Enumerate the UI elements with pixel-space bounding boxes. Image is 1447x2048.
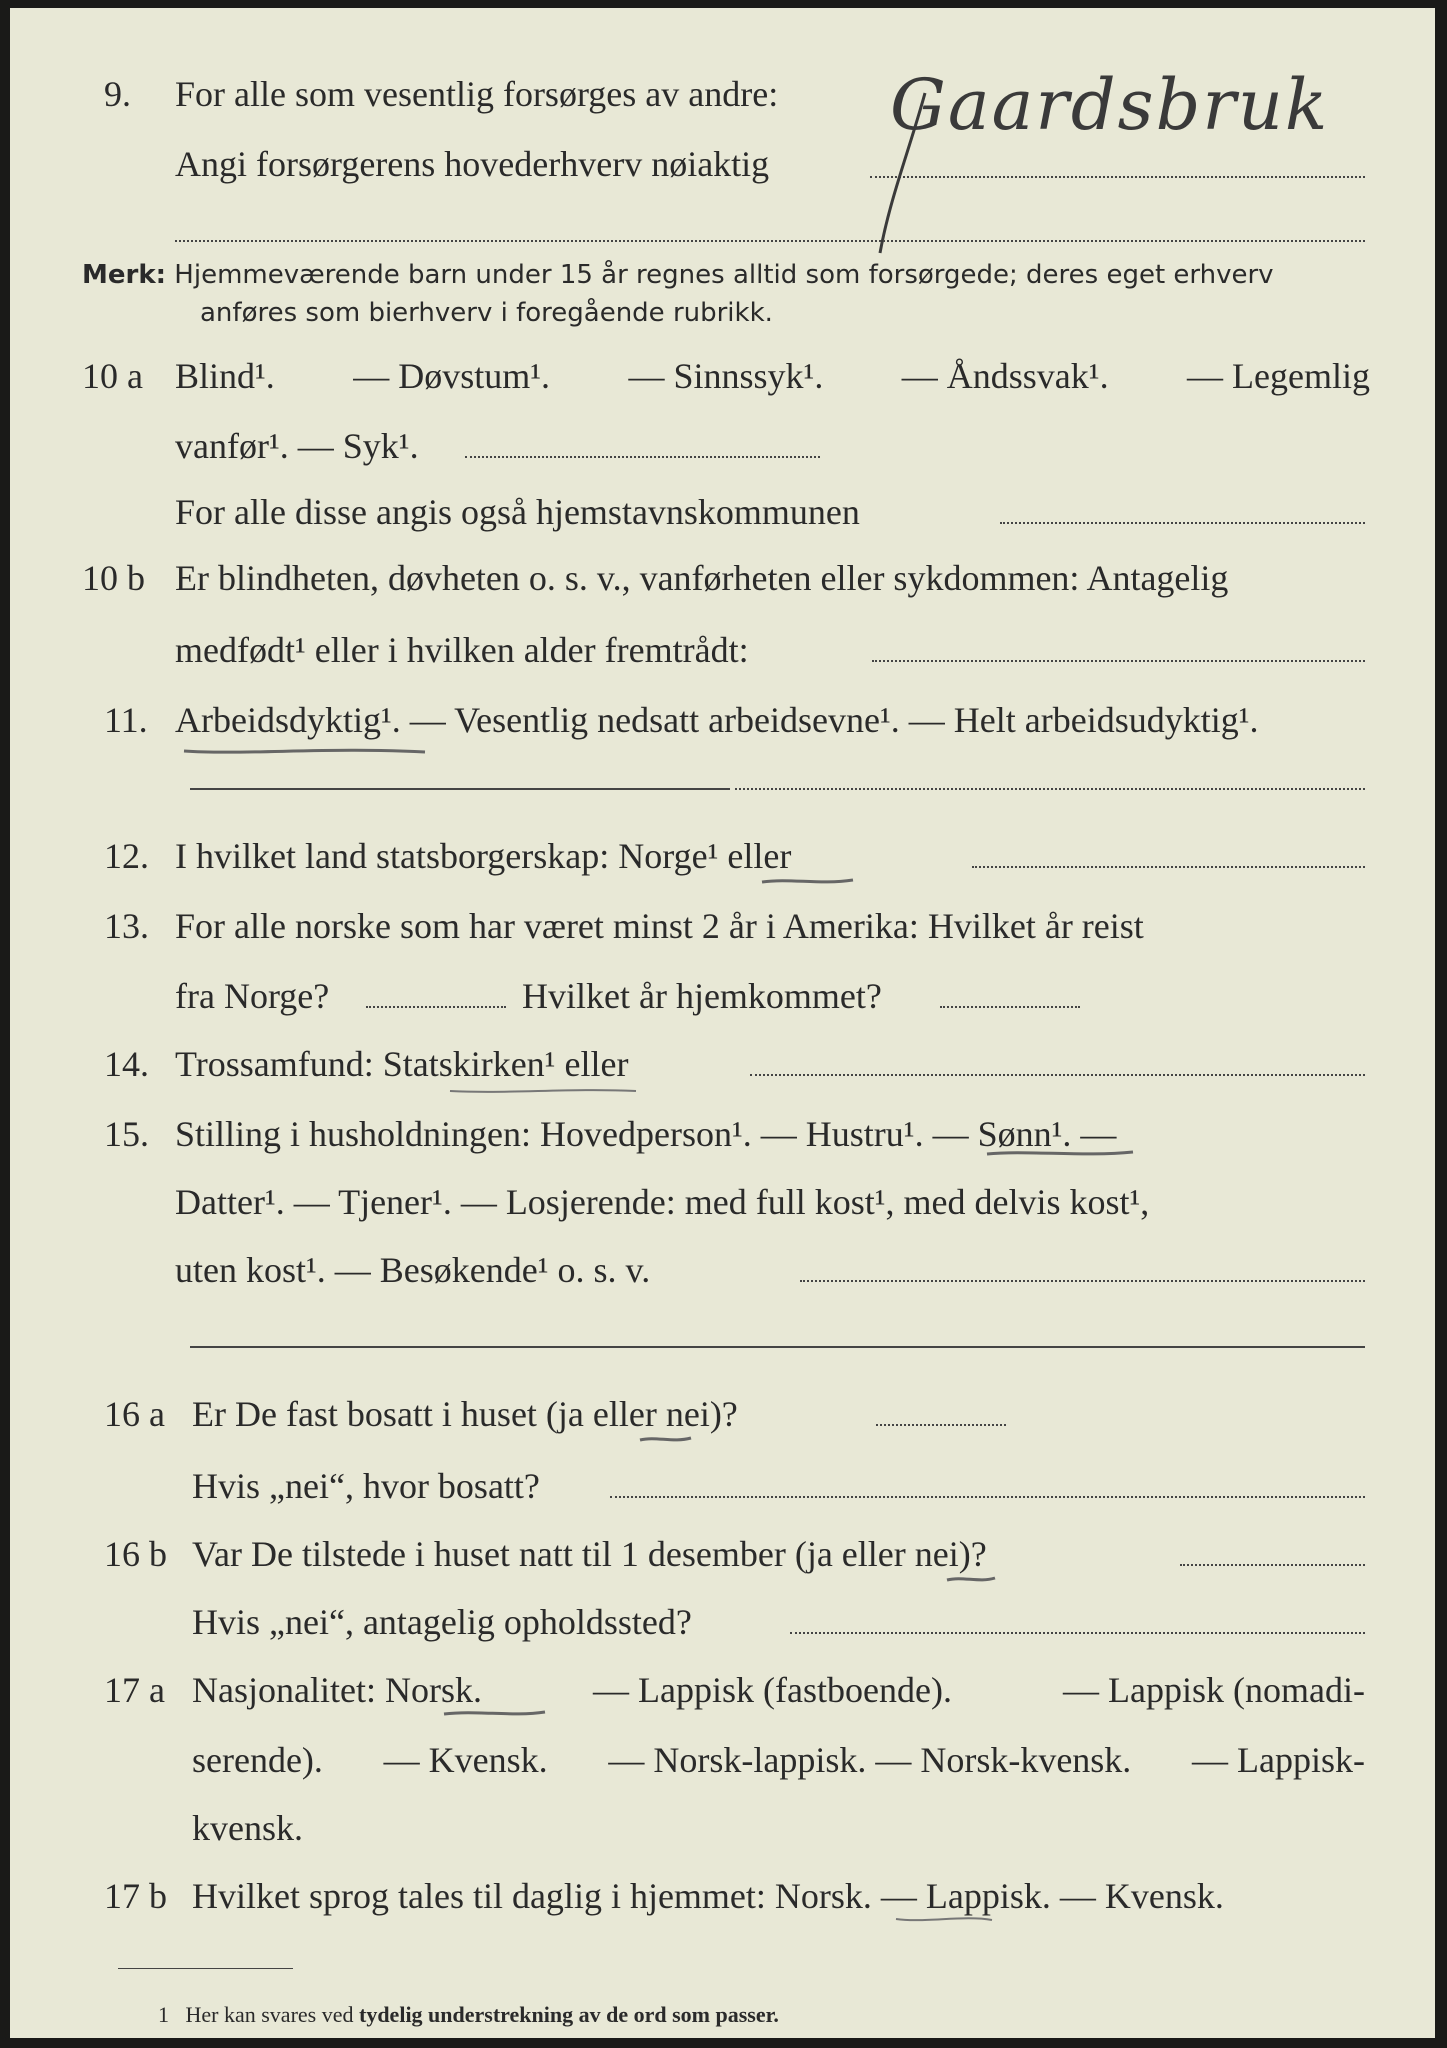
- q16b-underline-mark: [945, 1574, 997, 1584]
- q15-rule: [190, 1346, 1365, 1348]
- q16a-line1: Er De fast bosatt i huset (ja eller nei)?: [192, 1394, 738, 1434]
- q11-line1: Arbeidsdyktig¹. — Vesentlig nedsatt arbeidsevne¹. — Helt arbeidsudyktig¹.: [175, 700, 1259, 740]
- q13-line1: For alle norske som har været minst 2 år i Amerika: Hvilket år reist: [175, 906, 1144, 946]
- q11-underline-mark: [182, 746, 427, 756]
- q16b-line1: Var De tilstede i huset natt til 1 desember (ja eller nei)?: [192, 1534, 987, 1574]
- q10a-line2-fill: [465, 456, 820, 458]
- q9-answer-line: [870, 176, 1365, 178]
- q14-number: 14.: [104, 1044, 149, 1084]
- q17b-underline-mark: [894, 1914, 994, 1924]
- q11-rule: [190, 788, 730, 790]
- q13-line2a-fill: [366, 1006, 506, 1008]
- q17a-underline-mark: [442, 1708, 547, 1718]
- q15-line3: uten kost¹. — Besøkende¹ o. s. v.: [175, 1250, 651, 1290]
- q15-line3-fill: [800, 1280, 1365, 1282]
- q17b-line1: Hvilket sprog tales til daglig i hjemmet: Norsk. — Lappisk. — Kvensk.: [192, 1876, 1224, 1916]
- q17a-line1: Nasjonalitet: Norsk. — Lappisk (fastboende). — Lappisk (nomadi-: [192, 1670, 1365, 1710]
- q16a-underline-mark: [638, 1434, 693, 1444]
- q9-number: 9.: [104, 74, 131, 114]
- q13-line2b-fill: [940, 1006, 1080, 1008]
- q10a-line2: vanfør¹. — Syk¹.: [175, 426, 419, 466]
- q16a-number: 16 a: [104, 1394, 165, 1434]
- q12-line1-fill: [972, 866, 1365, 868]
- q16b-number: 16 b: [104, 1534, 167, 1574]
- q16b-line2: Hvis „nei“, antagelig opholdssted?: [192, 1602, 692, 1642]
- census-form-page: [10, 8, 1435, 2038]
- q15-line1: Stilling i husholdningen: Hovedperson¹. — Hustru¹. — Sønn¹. —: [175, 1114, 1117, 1154]
- merk-note-line2: anføres som bierhverv i foregående rubrikk.: [200, 298, 773, 328]
- q14-line1-fill: [750, 1074, 1365, 1076]
- q16a-line2-fill: [610, 1496, 1365, 1498]
- q12-line1: I hvilket land statsborgerskap: Norge¹ eller: [175, 836, 792, 876]
- q12-underline-mark: [760, 876, 855, 886]
- q9-extra-line: [175, 240, 1365, 242]
- q13-line2b: Hvilket år hjemkommet?: [522, 976, 882, 1016]
- q17a-line3: kvensk.: [192, 1808, 303, 1848]
- q9-handwritten-answer: Gaardsbruk: [890, 64, 1330, 146]
- q10a-line3-fill: [1000, 522, 1365, 524]
- q15-line2: Datter¹. — Tjener¹. — Losjerende: med full kost¹, med delvis kost¹,: [175, 1182, 1150, 1222]
- q16a-line2: Hvis „nei“, hvor bosatt?: [192, 1466, 540, 1506]
- q11-rule-dotted: [735, 788, 1365, 790]
- footnote-rule: [118, 1968, 293, 1969]
- q10a-number: 10 a: [82, 356, 143, 396]
- q10b-line1: Er blindheten, døvheten o. s. v., vanførheten eller sykdommen: Antagelig: [175, 558, 1229, 598]
- merk-label: Merk:: [82, 260, 167, 290]
- q17b-number: 17 b: [104, 1876, 167, 1916]
- q13-number: 13.: [104, 906, 149, 946]
- q10a-line1: Blind¹. — Døvstum¹. — Sinnssyk¹. — Åndssvak¹. — Legemlig: [175, 356, 1370, 396]
- q14-line1: Trossamfund: Statskirken¹ eller: [175, 1044, 629, 1084]
- handwriting-descender: [870, 88, 930, 258]
- q10b-line2: medfødt¹ eller i hvilken alder fremtrådt:: [175, 630, 749, 670]
- q10a-line3: For alle disse angis også hjemstavnskommunen: [175, 492, 860, 532]
- q16b-line2-fill: [790, 1632, 1365, 1634]
- q9-line2: Angi forsørgerens hovederhverv nøiaktig: [175, 144, 770, 184]
- q15-underline-mark: [985, 1148, 1135, 1158]
- footnote: 1 Her kan svares ved tydelig understrekning av de ord som passer.: [158, 2002, 779, 2027]
- q11-number: 11.: [104, 700, 148, 740]
- q10b-number: 10 b: [82, 558, 145, 598]
- q10b-line2-fill: [872, 660, 1365, 662]
- q16a-line1-fill: [876, 1424, 1006, 1426]
- q17a-number: 17 a: [104, 1670, 165, 1710]
- q12-number: 12.: [104, 836, 149, 876]
- q16b-line1-fill: [1180, 1564, 1365, 1566]
- q14-underline-mark: [448, 1086, 638, 1096]
- q9-line1: For alle som vesentlig forsørges av andre:: [175, 74, 779, 114]
- q15-number: 15.: [104, 1114, 149, 1154]
- merk-note-line1: Merk: Hjemmeværende barn under 15 år regnes alltid som forsørgede; deres eget erhverv: [82, 260, 1274, 290]
- q13-line2a: fra Norge?: [175, 976, 330, 1016]
- q17a-line2: serende). — Kvensk. — Norsk-lappisk. — Norsk-kvensk. — Lappisk-: [192, 1740, 1365, 1780]
